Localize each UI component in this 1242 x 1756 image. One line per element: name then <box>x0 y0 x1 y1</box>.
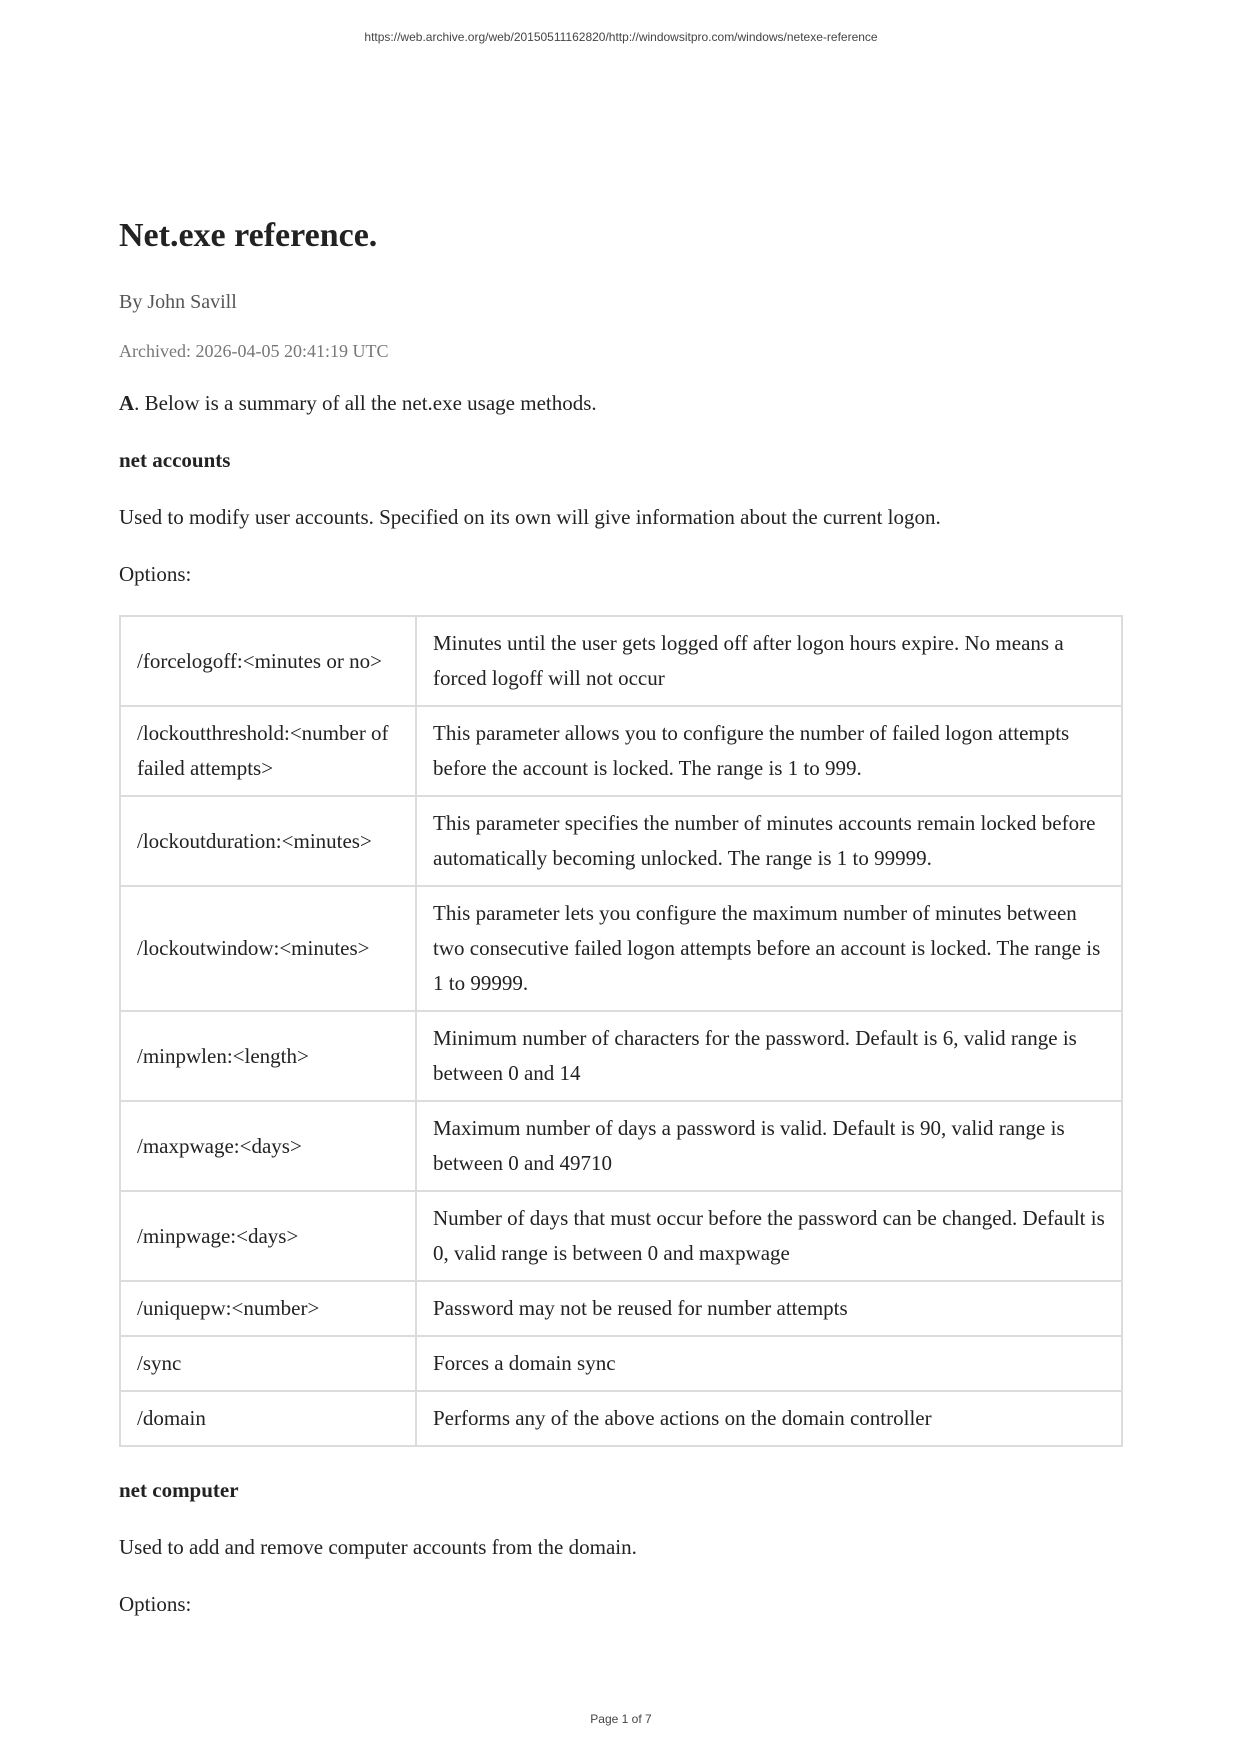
option-name: /lockoutduration:<minutes> <box>120 796 416 886</box>
page-title: Net.exe reference. <box>119 217 378 254</box>
table-row <box>120 1391 1122 1446</box>
option-name: /lockoutthreshold:<number of failed attempts> <box>120 706 416 796</box>
table-row <box>120 1191 1122 1281</box>
section-description-net-accounts: Used to modify user accounts. Specified on its own will give information about the current logon. <box>119 505 941 529</box>
intro-bold-label: A <box>119 391 135 415</box>
article-content <box>119 212 1123 1618</box>
intro-paragraph <box>119 389 1123 417</box>
option-name: /lockoutwindow:<minutes> <box>120 886 416 1011</box>
table-row <box>120 1336 1122 1391</box>
archive-url-header: https://web.archive.org/web/20150511162820/http://windowsitpro.com/windows/netexe-reference <box>364 30 878 44</box>
table-row <box>120 1281 1122 1336</box>
table-row <box>120 886 1122 1011</box>
option-description: Performs any of the above actions on the domain controller <box>416 1391 1122 1446</box>
option-description: Number of days that must occur before the password can be changed. Default is 0, valid range is between 0 and maxpwage <box>416 1191 1122 1281</box>
option-name: /sync <box>120 1336 416 1391</box>
option-description: Password may not be reused for number attempts <box>416 1281 1122 1336</box>
table-row <box>120 1101 1122 1191</box>
section-description-net-computer: Used to add and remove computer accounts from the domain. <box>119 1535 637 1559</box>
option-name: /uniquepw:<number> <box>120 1281 416 1336</box>
option-description: This parameter specifies the number of minutes accounts remain locked before automatically becoming unlocked. The range is 1 to 99999. <box>416 796 1122 886</box>
option-name: /minpwage:<days> <box>120 1191 416 1281</box>
section-heading-net-accounts: net accounts <box>119 448 231 472</box>
option-description: Maximum number of days a password is valid. Default is 90, valid range is between 0 and 49710 <box>416 1101 1122 1191</box>
table-row <box>120 706 1122 796</box>
table-row <box>120 796 1122 886</box>
options-label-net-accounts: Options: <box>119 562 192 586</box>
option-name: /minpwlen:<length> <box>120 1011 416 1101</box>
intro-text: . Below is a summary of all the net.exe usage methods. <box>134 391 597 415</box>
archived-timestamp: Archived: 2026-04-05 20:41:19 UTC <box>119 341 389 361</box>
option-description: This parameter lets you configure the maximum number of minutes between two consecutive failed logon attempts before an account is locked. The range is 1 to 99999. <box>416 886 1122 1011</box>
option-name: /forcelogoff:<minutes or no> <box>120 616 416 706</box>
options-label-net-computer: Options: <box>119 1592 192 1616</box>
option-name: /domain <box>120 1391 416 1446</box>
option-description: Minimum number of characters for the password. Default is 6, valid range is between 0 and 14 <box>416 1011 1122 1101</box>
section-heading-net-computer: net computer <box>119 1478 239 1502</box>
table-row <box>120 616 1122 706</box>
page-number: Page 1 of 7 <box>590 1712 652 1726</box>
option-description: Minutes until the user gets logged off after logon hours expire. No means a forced logoff will not occur <box>416 616 1122 706</box>
option-description: Forces a domain sync <box>416 1336 1122 1391</box>
option-name: /maxpwage:<days> <box>120 1101 416 1191</box>
options-table-net-accounts <box>119 615 1123 1447</box>
option-description: This parameter allows you to configure the number of failed logon attempts before the account is locked. The range is 1 to 999. <box>416 706 1122 796</box>
author-byline: By John Savill <box>119 291 237 313</box>
table-row <box>120 1011 1122 1101</box>
